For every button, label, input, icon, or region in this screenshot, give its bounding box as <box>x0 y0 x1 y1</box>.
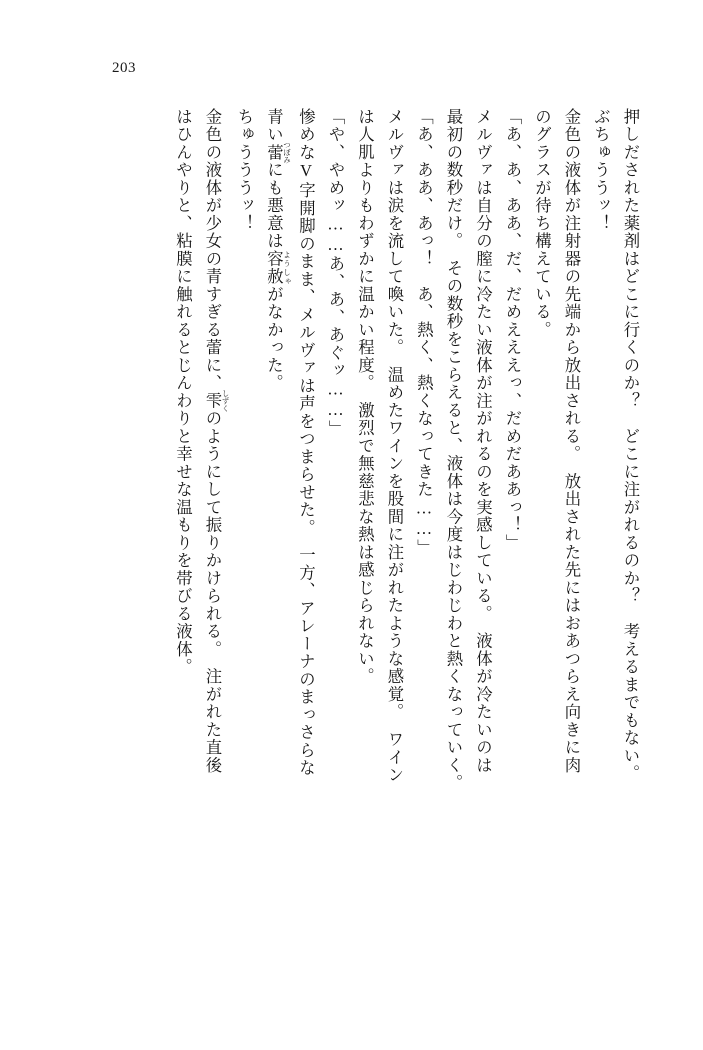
text-line-ruby: 金色の液体が少女の青すぎる蕾に、雫 しずくのようにして振りかけられる。 注がれた直後 <box>203 108 230 775</box>
text-line: メルヴァは涙を流して喚いた。 温めたワインを股間に注がれたような感覚。 ワイン <box>385 108 404 784</box>
vertical-text-body <box>80 108 645 992</box>
text-line: ちゅうううッ！ <box>235 108 254 233</box>
text-line: はひんやりと、粘膜に触れるとじんわりと幸せな温もりを帯びる液体。 <box>173 108 193 676</box>
page-number: 203 <box>112 60 136 76</box>
text-line: は人肌よりもわずかに温かい程度。 激烈で無慈悲な熱は感じられない。 <box>355 108 375 686</box>
text-line: 「や、やめッ……あ、あ、あぐッ……」 <box>326 108 345 438</box>
text-line: 金色の液体が注射器の先端から放出される。 放出された先にはおあつらえ向きに肉 <box>562 108 581 775</box>
text-line-ruby: 青い蕾 つぼみにも悪意は容赦 ようしゃがなかった。 <box>264 108 292 392</box>
text-line: 押しだされた薬剤はどこに行くのか？ どこに注がれるのか？ 考えるまでもない。 <box>621 108 640 783</box>
text-line: のグラスが待ち構えている。 <box>532 108 552 339</box>
text-line: 最初の数秒だけ。 その数秒をこらえると、液体は今度はじわじわと熱くなっていく。 <box>444 108 463 793</box>
text-line: メルヴァは自分の膣に冷たい液体が注がれるのを実感している。 液体が冷たいのは <box>473 108 493 775</box>
text-line: 惨めなV字開脚のまま、メルヴァは声をつまらせた。 一方、アレーナのまっさらな <box>296 108 316 777</box>
text-line: 「あ、あ、ああ、だ、だめえええっ、だめだああっ！」 <box>503 108 522 552</box>
text-line: 「あ、ああ、あっ！ あ、熱く、熱くなってきた……」 <box>414 108 434 557</box>
text-line: ぶちゅううッ！ <box>591 108 611 233</box>
